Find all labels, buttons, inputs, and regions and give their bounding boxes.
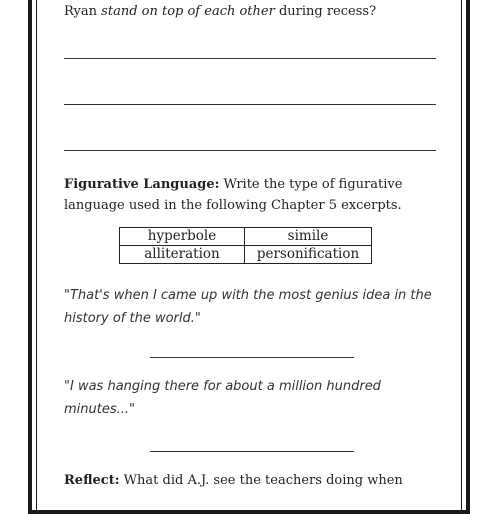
word-bank-cell: simile xyxy=(245,228,372,246)
table-row xyxy=(120,228,372,246)
reflect-heading: Reflect: xyxy=(64,473,120,488)
section-heading: Figurative Language: xyxy=(64,177,220,192)
excerpt-1: "That's when I came up with the most genius idea in the history of the world." xyxy=(64,288,432,326)
question-continuation: Ryan stand on top of each other during recess? xyxy=(64,4,377,19)
figurative-language-instructions: Figurative Language: Write the type of figurative language used in the following Chapter 5 excerpts. xyxy=(64,177,403,213)
word-bank-table xyxy=(119,227,372,264)
excerpt-2-answer-line[interactable] xyxy=(150,451,354,452)
reflect-question: Reflect: What did A.J. see the teachers doing when xyxy=(64,473,403,488)
table-row xyxy=(120,246,372,264)
word-bank-cell: hyperbole xyxy=(120,228,245,246)
word-bank-cell: alliteration xyxy=(120,246,245,264)
word-bank-cell: personification xyxy=(245,246,372,264)
answer-line-1[interactable] xyxy=(64,58,436,59)
excerpt-2: "I was hanging there for about a million hundred minutes..." xyxy=(64,379,381,417)
question-emphasis: stand on top of each other xyxy=(101,4,275,19)
answer-line-3[interactable] xyxy=(64,150,436,151)
excerpt-1-answer-line[interactable] xyxy=(150,357,354,358)
answer-line-2[interactable] xyxy=(64,104,436,105)
